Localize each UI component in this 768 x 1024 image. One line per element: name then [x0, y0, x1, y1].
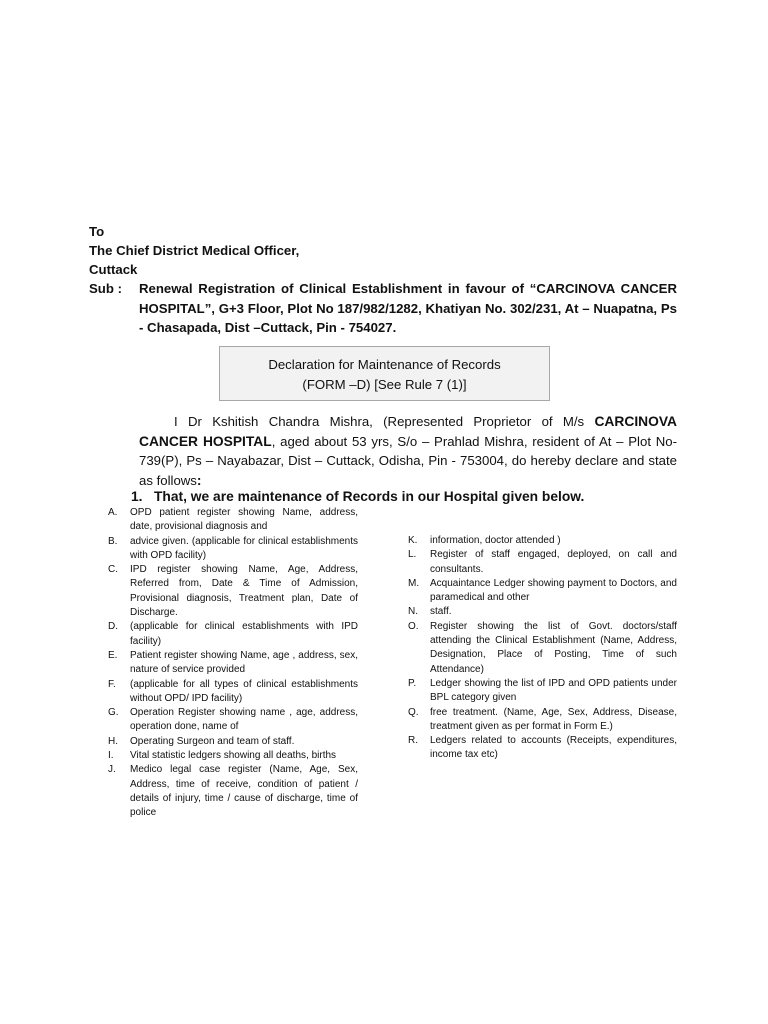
record-item-text: IPD register showing Name, Age, Address, Referred from, Date & Time of Admission, Provisional diagnosis, Treatment plan, Date of Discharge. — [130, 564, 358, 619]
record-item-text: Register of staff engaged, deployed, on call and consultants. — [430, 549, 677, 575]
form-title-line-2: (FORM –D) [See Rule 7 (1)] — [302, 376, 467, 392]
record-item-text: OPD patient register showing Name, address, date, provisional diagnosis and — [130, 507, 358, 533]
record-item-letter: C. — [108, 564, 118, 576]
record-item-text: Ledger showing the list of IPD and OPD patients under BPL category given — [430, 677, 677, 704]
records-heading — [131, 487, 584, 507]
declaration-part-2: , aged about 53 yrs, S/o – Prahlad Mishra, resident of At – Plot No-739(P), Ps – Nayabazar, Dist – Cuttack, Odisha, Pin - 753004, do hereby declare and state as follows — [139, 433, 677, 488]
declaration-colon: : — [196, 472, 202, 488]
subject-text: Renewal Registration of Clinical Establishment in favour of “CARCINOVA CANCER HOSPITAL”, G+3 Floor, Plot No 187/982/1282, Khatiyan No. 302/231, At – Nuapatna, Ps - Chasapada, Dist –Cuttack, Pin - 754027. — [139, 281, 677, 335]
record-item — [108, 749, 358, 763]
record-item — [108, 535, 358, 564]
record-item-letter: I. — [108, 750, 114, 762]
record-item — [408, 548, 677, 577]
record-item — [108, 763, 358, 820]
record-item-letter: D. — [108, 621, 118, 633]
record-item — [108, 620, 358, 649]
record-item-letter: P. — [408, 677, 417, 689]
record-item-text: Operating Surgeon and team of staff. — [130, 735, 295, 747]
address-to: To — [89, 224, 105, 239]
record-item-letter: Q. — [408, 706, 419, 718]
record-item — [108, 649, 358, 678]
record-item — [408, 620, 677, 677]
form-title-box — [219, 346, 550, 401]
record-item-letter: G. — [108, 707, 119, 719]
record-item — [408, 706, 677, 735]
records-heading-number: 1. — [131, 489, 143, 504]
declaration-hospital-name: CARCINOVA CANCER HOSPITAL — [139, 414, 677, 449]
record-item — [408, 577, 677, 606]
record-item-text: Operation Register showing name , age, address, operation done, name of — [130, 707, 358, 733]
records-heading-text: That, we are maintenance of Records in our Hospital given below. — [154, 489, 585, 504]
record-item-text: (applicable for all types of clinical establishments without OPD/ IPD facility) — [130, 678, 358, 704]
record-item-letter: L. — [408, 549, 417, 561]
record-item-text: staff. — [430, 606, 452, 618]
subject-label: Sub : — [89, 281, 122, 296]
declaration-paragraph — [139, 412, 677, 490]
record-item-letter: O. — [408, 620, 419, 632]
record-item — [108, 506, 358, 535]
record-item-letter: J. — [108, 764, 116, 776]
declaration-part-1: I Dr Kshitish Chandra Mishra, (Represented Proprietor of M/s — [174, 414, 595, 429]
record-item-text: (applicable for clinical establishments with IPD facility) — [130, 621, 358, 647]
record-item-letter: N. — [408, 606, 418, 618]
record-item-text: Register showing the list of Govt. doctors/staff attending the Clinical Establishment (Name, Address, Designation, Place of Posting, Time of such Attendance) — [430, 620, 677, 675]
record-item-letter: K. — [408, 535, 418, 546]
record-item-letter: H. — [108, 735, 118, 747]
record-item — [408, 534, 677, 548]
record-item-letter: B. — [108, 535, 118, 547]
record-item-text: Ledgers related to accounts (Receipts, expenditures, income tax etc) — [430, 735, 677, 761]
record-item-letter: M. — [408, 577, 420, 589]
record-item — [108, 706, 358, 735]
record-item — [108, 563, 358, 620]
record-item — [408, 605, 677, 619]
record-item-letter: A. — [108, 507, 118, 518]
record-item — [108, 735, 358, 749]
record-item-text: Acquaintance Ledger showing payment to Doctors, and paramedical and other — [430, 577, 677, 604]
record-item-text: advice given. (applicable for clinical establishments with OPD facility) — [130, 535, 358, 561]
record-item — [108, 678, 358, 707]
records-list-right — [408, 534, 677, 763]
record-item-text: free treatment. (Name, Age, Sex, Address, Disease, treatment given as per format in Form E.) — [430, 706, 677, 732]
form-title-line-1: Declaration for Maintenance of Records — [268, 357, 501, 372]
record-item — [408, 734, 677, 763]
record-item-text: Medico legal case register (Name, Age, Sex, Address, time of receive, condition of patient / details of injury, time / cause of discharge, time of police — [130, 764, 358, 819]
address-city: Cuttack — [89, 262, 138, 277]
record-item — [408, 677, 677, 706]
record-item-letter: E. — [108, 649, 118, 661]
address-recipient: The Chief District Medical Officer, — [89, 243, 300, 258]
record-item-letter: R. — [408, 735, 418, 747]
record-item-text: information, doctor attended ) — [430, 535, 561, 546]
record-item-text: Patient register showing Name, age , address, sex, nature of service provided — [130, 649, 358, 676]
record-item-text: Vital statistic ledgers showing all deaths, births — [130, 750, 337, 762]
records-list-left — [108, 506, 358, 821]
record-item-letter: F. — [108, 678, 116, 690]
